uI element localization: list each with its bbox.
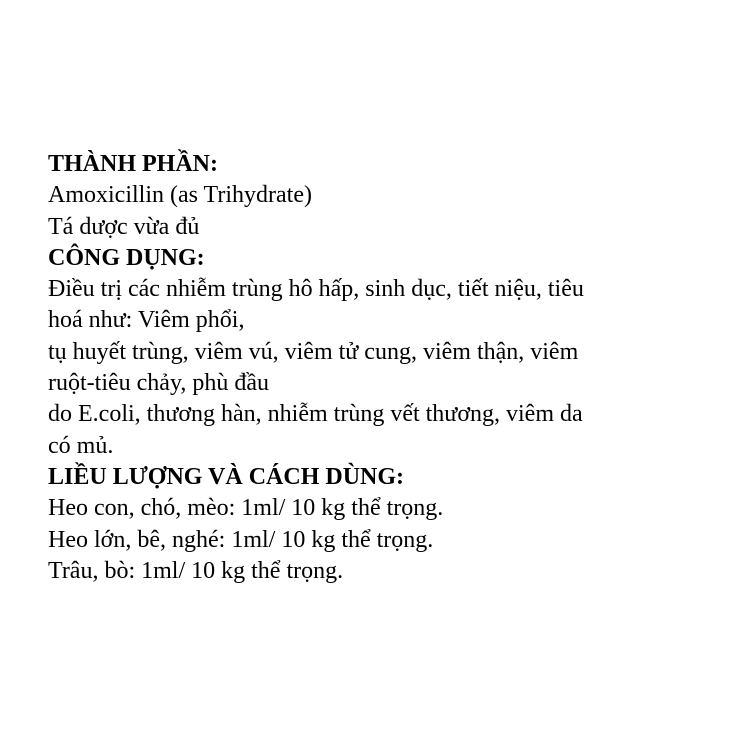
- document-body: [48, 149, 584, 587]
- ingredient-line: Amoxicillin (as Trihydrate): [48, 182, 312, 209]
- uses-line: Điều trị các nhiễm trùng hô hấp, sinh dục, tiết niệu, tiêu: [48, 276, 584, 303]
- dosage-line: Heo con, chó, mèo: 1ml/ 10 kg thể trọng.: [48, 495, 444, 522]
- ingredient-line: Tá dược vừa đủ: [48, 213, 200, 240]
- section-heading-uses: CÔNG DỤNG:: [48, 244, 205, 271]
- uses-line: tụ huyết trùng, viêm vú, viêm tử cung, viêm thận, viêm: [48, 338, 579, 365]
- uses-line: do E.coli, thương hàn, nhiễm trùng vết thương, viêm da: [48, 401, 583, 428]
- section-heading-dosage: LIỀU LƯỢNG VÀ CÁCH DÙNG:: [48, 463, 405, 490]
- uses-line: hoá như: Viêm phổi,: [48, 307, 245, 334]
- section-heading-ingredients: THÀNH PHẦN:: [48, 151, 218, 177]
- uses-line: có mủ.: [48, 432, 114, 459]
- uses-line: ruột-tiêu chảy, phù đầu: [48, 370, 270, 397]
- dosage-line: Heo lớn, bê, nghé: 1ml/ 10 kg thể trọng.: [48, 526, 434, 553]
- dosage-line: Trâu, bò: 1ml/ 10 kg thể trọng.: [48, 557, 344, 584]
